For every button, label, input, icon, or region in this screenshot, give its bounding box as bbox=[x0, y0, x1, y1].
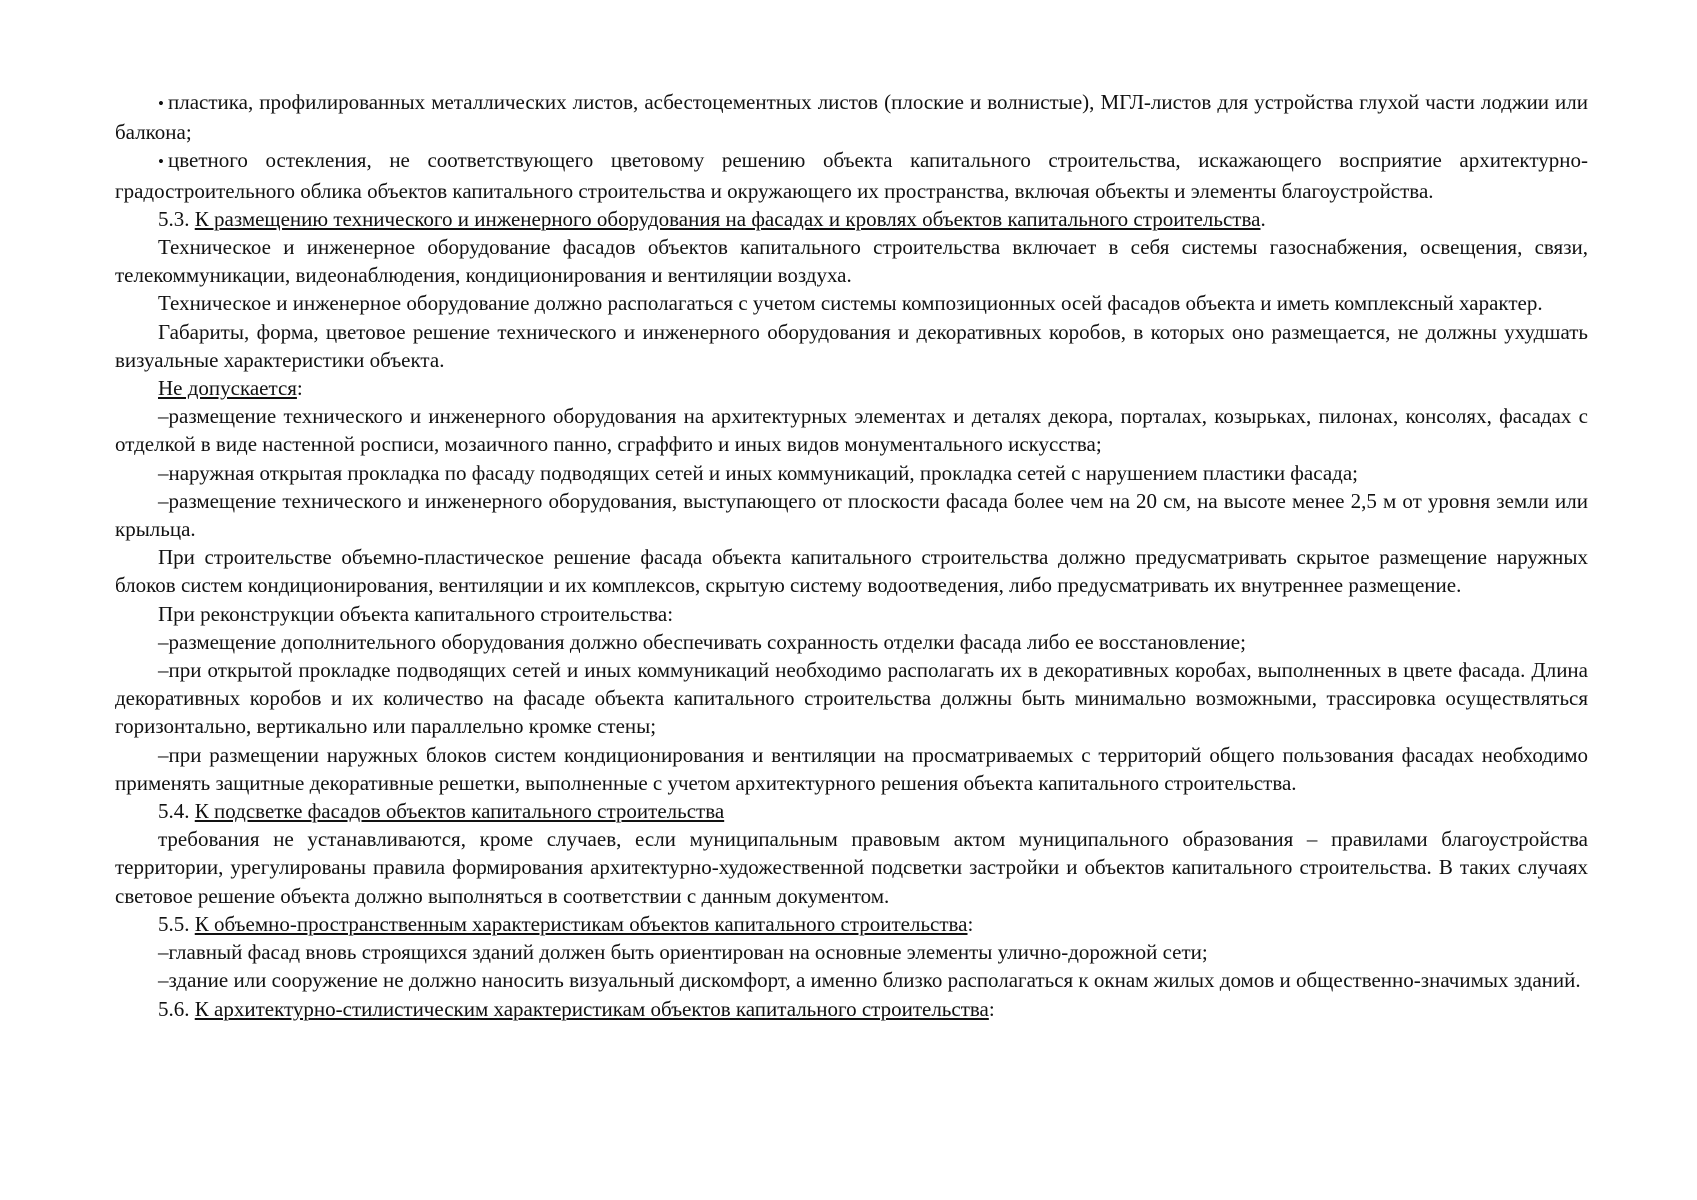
dash-item: –размещение технического и инженерного оборудования, выступающего от плоскости фасада более чем на 20 см, на высоте менее 2,5 м от уровня земли или крыльца. bbox=[115, 488, 1588, 542]
paragraph: При реконструкции объекта капитального строительства: bbox=[158, 601, 674, 626]
paragraph: Габариты, форма, цветовое решение технического и инженерного оборудования и декоративных коробов, в которых оно размещается, не должны ухудшать визуальные характеристики объекта. bbox=[115, 319, 1588, 372]
section-punct: : bbox=[988, 996, 995, 1021]
section-number: 5.6. bbox=[158, 996, 195, 1021]
bullet-text: пластика, профилированных металлических листов, асбестоцементных листов (плоские и волнистые), МГЛ-листов для устройства глухой части лоджии или балкона; bbox=[115, 90, 1588, 145]
paragraph: При строительстве объемно-пластическое решение фасада объекта капитального строительства должно предусматривать скрытое размещение наружных блоков систем кондиционирования, вентиляции и их комплексов, скрытую систему водоотведения, либо предусматривать их внутреннее размещение. bbox=[115, 545, 1588, 598]
bullet-icon: • bbox=[158, 152, 164, 172]
section-title: К архитектурно-стилистическим характеристикам объектов капитального строительства bbox=[194, 996, 989, 1021]
section-title: К размещению технического и инженерного оборудования на фасадах и кровлях объектов капитального строительства bbox=[194, 206, 1261, 231]
dash-item: –главный фасад вновь строящихся зданий должен быть ориентирован на основные элементы улично-дорожной сети; bbox=[158, 940, 1208, 965]
dash-item: –наружная открытая прокладка по фасаду подводящих сетей и иных коммуникаций, прокладка сетей с нарушением пластики фасада; bbox=[158, 460, 1358, 485]
dash-item: –размещение дополнительного оборудования должно обеспечивать сохранность отделки фасада либо ее восстановление; bbox=[158, 629, 1246, 654]
bullet-item-glazing bbox=[115, 146, 1588, 204]
paragraph: требования не устанавливаются, кроме случаев, если муниципальным правовым актом муниципального образования – правилами благоустройства территории, урегулированы правила формирования архитектурно-художественной подсветки застройки и объектов капитального строительства. В таких случаях световое решение объекта должно выполняться в соответствии с данным документом. bbox=[115, 827, 1588, 908]
bullet-icon: • bbox=[158, 94, 164, 113]
section-punct: . bbox=[1260, 206, 1266, 231]
section-heading-5-3 bbox=[115, 205, 1588, 233]
section-punct: : bbox=[967, 911, 974, 936]
not-allowed-punct: : bbox=[296, 376, 303, 401]
dash-item: –здание или сооружение не должно наносить визуальный дискомфорт, а именно близко располагаться к окнам жилых домов и общественно-значимых зданий. bbox=[158, 968, 1581, 993]
paragraph: Техническое и инженерное оборудование фасадов объектов капитального строительства включает в себя системы газоснабжения, освещения, связи, телекоммуникации, видеонаблюдения, кондиционирования и вентиляции воздуха. bbox=[115, 235, 1588, 288]
dash-item: –при открытой прокладке подводящих сетей и иных коммуникаций необходимо располагать их в декоративных коробах, выполненных в цвете фасада. Длина декоративных коробов и их количество на фасаде объекта капитального строительства должны быть минимально возможными, трассировка осуществляться горизонтально, вертикально или параллельно кромке стены; bbox=[115, 658, 1588, 739]
section-heading-5-4 bbox=[115, 797, 1588, 825]
bullet-item-plastic bbox=[115, 88, 1588, 146]
dash-item: –размещение технического и инженерного оборудования на архитектурных элементах и деталях декора, порталах, козырьках, пилонах, консолях, фасадах с отделкой в виде настенной росписи, мозаичного панно, сграффито и иных видов монументального искусства; bbox=[115, 404, 1588, 457]
bullet-text: цветного остекления, не соответствующего цветовому решению объекта капитального строительства, искажающего восприятие архитектурно-градостроительного облика объектов капитального строительства и окружающего их пространства, включая объекты и элементы благоустройства. bbox=[115, 148, 1588, 203]
not-allowed-heading bbox=[115, 374, 1588, 402]
section-heading-5-6 bbox=[115, 995, 1588, 1023]
not-allowed-label: Не допускается bbox=[158, 376, 297, 401]
document-page bbox=[115, 88, 1588, 1023]
section-title: К подсветке фасадов объектов капитального строительства bbox=[194, 799, 725, 824]
section-number: 5.3. bbox=[158, 206, 195, 231]
paragraph: Техническое и инженерное оборудование должно располагаться с учетом системы композиционных осей фасадов объекта и иметь комплексный характер. bbox=[158, 291, 1543, 316]
section-title: К объемно-пространственным характеристикам объектов капитального строительства bbox=[194, 911, 968, 936]
section-number: 5.5. bbox=[158, 911, 195, 936]
section-heading-5-5 bbox=[115, 910, 1588, 938]
dash-item: –при размещении наружных блоков систем кондиционирования и вентиляции на просматриваемых с территорий общего пользования фасадах необходимо применять защитные декоративные решетки, выполненные с учетом архитектурного решения объекта капитального строительства. bbox=[115, 742, 1588, 795]
section-number: 5.4. bbox=[158, 799, 195, 824]
